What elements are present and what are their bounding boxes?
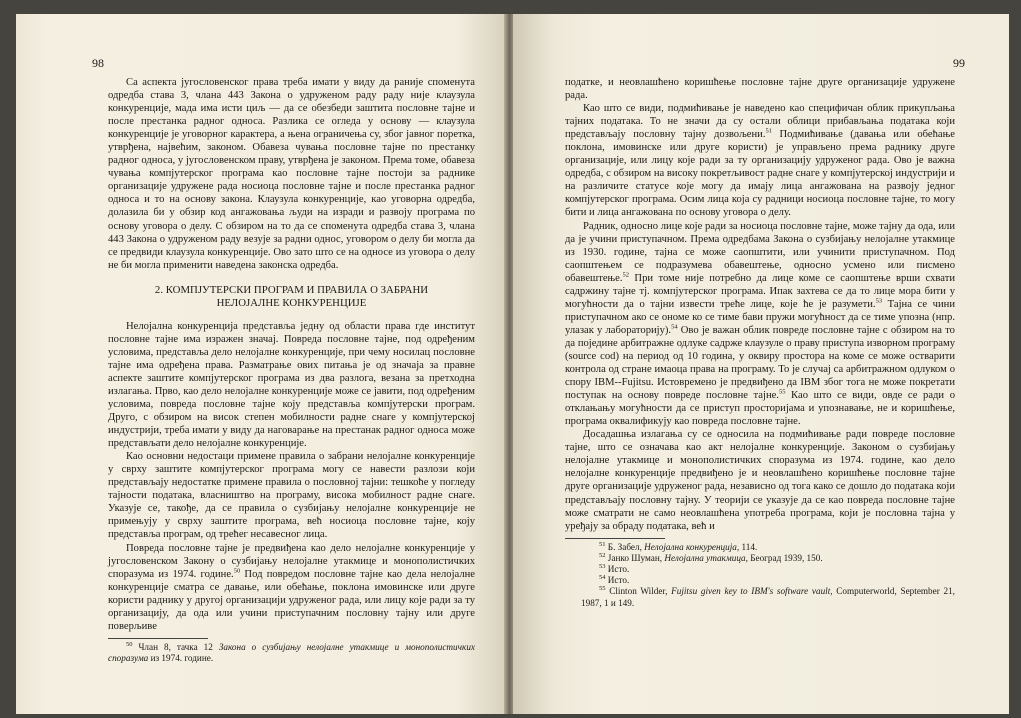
footnote-title: Нелојална утакмица bbox=[664, 552, 746, 563]
footnote bbox=[565, 586, 955, 608]
footnote-text: Исто. bbox=[607, 575, 630, 586]
paragraph-text: Као што се види, подмићивање је наведено као специфичан облик прикупљања тајних података. То не значи да су остали облици прибављања података који представљају пословну тајну дозвољени. bbox=[565, 103, 955, 141]
paragraph-text: Радник, односно лице које ради за носиоца пословне тајне, може тајну да ода, или да је учини приступачном. Према одредбама Закона о сузбијању нелојалне утакмице из 1930. године, тајна се може саопштити, или учинити приступачном. Под саопштењем се подразумева обавештење, односно усмено или писмено обавештење. bbox=[565, 220, 955, 284]
footnote-ref: 50 bbox=[233, 567, 241, 575]
paragraph bbox=[565, 102, 955, 219]
paragraph-text: Као што се види, овде се ради о отклањању могућности да се приступ просторијама и упознавање, не и коришћење, програма оквалификују као повреда пословне тајне. bbox=[565, 390, 955, 428]
paragraph: Са аспекта југословенског права треба имати у виду да раније споменута одредба става 3, члана 443 Закона о удруженом раду раду није клаузула конкуренције, мада има исти циљ — да се обезбеди заштита пословне тајне и после престанка радног односа. Разлика се огледа у основу — клаузула конкуренције је уговорног карактера, а њена ограничења су, због јавног поретка, утврђена, највећим, законом. Обавеза чувања пословне тајне по престанку радног односа, у југословенском праву, утврђена је законом. Према томе, обавеза чувања компјутерског програма као пословне тајне постоји за раднике организације удружене рада носиоца пословне тајне и после престанка радног односа и то на основу закона. Клаузула конкуренције, као уговорна одредба, долазила би у обзир код ангажовања људи на изради и развоју програма по основу уговора о делу. С обзиром на то да се споменута одредба става 3, члана 443 Закона о удруженом раду везује за радни однос, уговором о делу би могла да се предвиди клаузула конкуренције. Ово зато што се на односе из уговора о делу не би могла применити наведена законска одредба. bbox=[108, 77, 475, 271]
footnote-text: Члан 8, тачка 12 bbox=[132, 641, 219, 652]
paragraph-text: Ово је важан облик повреде пословне тајне с обзиром на то да поједине арбитражне одлуке садрже клаузуле о праву приступа изворном програму (source cod) на период од 10 година, у оквиру простора на коме се може остварити контрола од стране имаоца права на програму. То је случај са арбитражном одлуком о спору IBM--Fujitsu. Истовремено је предвиђено да IBM због тога не може покретати поступак на основу повреде пословне тајне. bbox=[565, 324, 955, 402]
page-number-left: 98 bbox=[92, 56, 104, 70]
footnote-rule bbox=[108, 638, 208, 639]
paragraph-text: Тајна се чини приступачном ако се ономе ко се тиме бави пружи могућност да се тиме упозна (нпр. улазак у лабораторију). bbox=[565, 298, 955, 336]
paragraph: Као основни недостаци примене правила о забрани нелојалне конкуренције у сврху заштите компјутерског програма могу се навести разлози који представљају недостатке примене правила о пословној тајни: тешкоће у погледу тајности података, власништво на програму, висока мобилност радне снаге. Указује се, такође, да се правила о сузбијању нелојалне конкуренције не примењују у сврху заштите програма, већ носиоца пословне тајне, коју представља програм, од трећег несавесног лица. bbox=[108, 451, 475, 541]
paragraph-text: Под повредом пословне тајне као дела нелојалне конкуренције сматра се давање, или обећање, поклона имовинске или друге користи раднику у другој организацији удруженог рада, или лицу које ради за ту организацију, да ода или учини приступачним пословну тајну или друге поверљиве bbox=[108, 568, 475, 632]
footnote-ref: 52 bbox=[622, 271, 630, 279]
page-number-right: 99 bbox=[953, 56, 965, 70]
right-page-text bbox=[565, 76, 955, 609]
paragraph-text: Подмићивање (давања или обећање поклона, имовинске или друге користи) је управљено према раднику друге организације, или лицу које ради за ту организацију удруженог рада. Ово је важна одредба, с обзиром на високу покретљивост радне снаге у компјутерској индустрији и на различите статусе које могу да имају лица ангажована на развоју једног компјутерског програма. Осим лица која су радници носиоца пословне тајне, то могу бити и лица ангажована по основу уговора о делу. bbox=[565, 129, 955, 219]
left-page-text bbox=[108, 76, 475, 664]
footnote bbox=[108, 642, 475, 664]
paragraph: Нелојална конкуренција представља једну од области права где институт пословне тајне има изражен значај. Повреда пословне тајне, под одређеним условима, представља дело нелојалне конкуренције, при чему носилац пословне тајне има одређена права. Разматрање ових питања је од значаја за правне аспекте заштите компјутерског програма из два разлога, везана за претходна излагања. Прво, као дело нелојалне конкуренције може се јавити, под одређеним условима, повреда пословне тајне коју представља компјутерски програм. Друго, с обзиром на висок степен мобилности радне снаге у компјутерској индустрији, треба имати у виду да наговарање на престанак радног односа може представљати дело нелојалне конкуренције. bbox=[108, 320, 475, 450]
footnote-rule bbox=[565, 538, 665, 539]
footnote-number: 52 bbox=[599, 551, 606, 559]
footnote-number: 54 bbox=[599, 574, 606, 582]
footnote-ref: 51 bbox=[765, 127, 772, 135]
footnote-number: 51 bbox=[599, 540, 606, 548]
paragraph bbox=[565, 220, 955, 429]
footnote-ref: 54 bbox=[671, 323, 678, 331]
footnote-title: Нелојална конкуренција bbox=[644, 541, 737, 552]
paragraph: Досадашња излагања су се односила на подмићивање ради повреде пословне тајне, што се означава као акт нелојалне конкуренције. Законом о сузбијању нелојалне утакмице и монополистичких споразума из 1974. године, као дело нелојалне конкуренције предвиђено је и неовлашћено коришћење пословне тајне друге организације удруженог рада, независно од тога како се дошло до података који представљају пословну тајну. У теорији се указује да се као повреда пословне тајне може сматрати не само неовлашћена употреба програма, који је пословна тајна у уређају за обраду података, већ и bbox=[565, 429, 955, 532]
footnote bbox=[565, 542, 955, 553]
paragraph-text: Повреда пословне тајне је предвиђена као дело нелојалне конкуренције у југословенском Закону о сузбијању нелојалне утакмице и монополистичких споразума из 1974. године. bbox=[108, 542, 475, 580]
footnote-title: Закона о сузбијању нелојалне утакмице и монополистичких споразума bbox=[108, 641, 475, 664]
footnote-text: , Београд 1939, 150. bbox=[745, 552, 823, 563]
footnote-number: 50 bbox=[126, 640, 133, 648]
footnote bbox=[565, 564, 955, 575]
footnote-number: 55 bbox=[599, 585, 606, 593]
footnote-ref: 55 bbox=[778, 388, 786, 396]
footnote-ref: 53 bbox=[875, 297, 883, 305]
footnote-text: , 114. bbox=[736, 541, 758, 552]
section-heading-line: НЕЛОЈАЛНЕ КОНКУРЕНЦИЈЕ bbox=[216, 296, 367, 309]
footnote-text: , Computerworld, September 21, 1987, 1 и 149. bbox=[581, 586, 955, 608]
footnote bbox=[565, 553, 955, 564]
footnote-text: Исто. bbox=[607, 564, 630, 575]
paragraph-text: При томе није потребно да лице коме се саопштење врши схвати садржину тајне тј. компјутерског програма. Ипак захтева се да то лице мора бити у могућности да о тајни извести треће лице, које ће је разумети. bbox=[565, 272, 955, 310]
footnote-text: из 1974. године. bbox=[148, 653, 214, 664]
section-heading bbox=[108, 284, 475, 310]
footnote bbox=[565, 575, 955, 586]
section-heading-line: 2. КОМПЈУТЕРСКИ ПРОГРАМ И ПРАВИЛА О ЗАБРАНИ bbox=[154, 283, 429, 296]
footnote-number: 53 bbox=[599, 562, 606, 570]
footnote-text: Б. Забел, bbox=[607, 541, 645, 552]
paragraph bbox=[108, 542, 475, 633]
footnote-list bbox=[565, 542, 955, 609]
right-page bbox=[513, 14, 1009, 714]
footnote-text: Јанко Шуман, bbox=[607, 552, 665, 563]
paragraph: податке, и неовлашћено коришћење пословне тајне друге организације удружене рада. bbox=[565, 77, 955, 102]
footnote-text: Clinton Wilder, bbox=[609, 586, 672, 597]
footnote-title: Fujitsu given key to IBM's software vault bbox=[671, 586, 831, 597]
left-page bbox=[16, 14, 506, 714]
